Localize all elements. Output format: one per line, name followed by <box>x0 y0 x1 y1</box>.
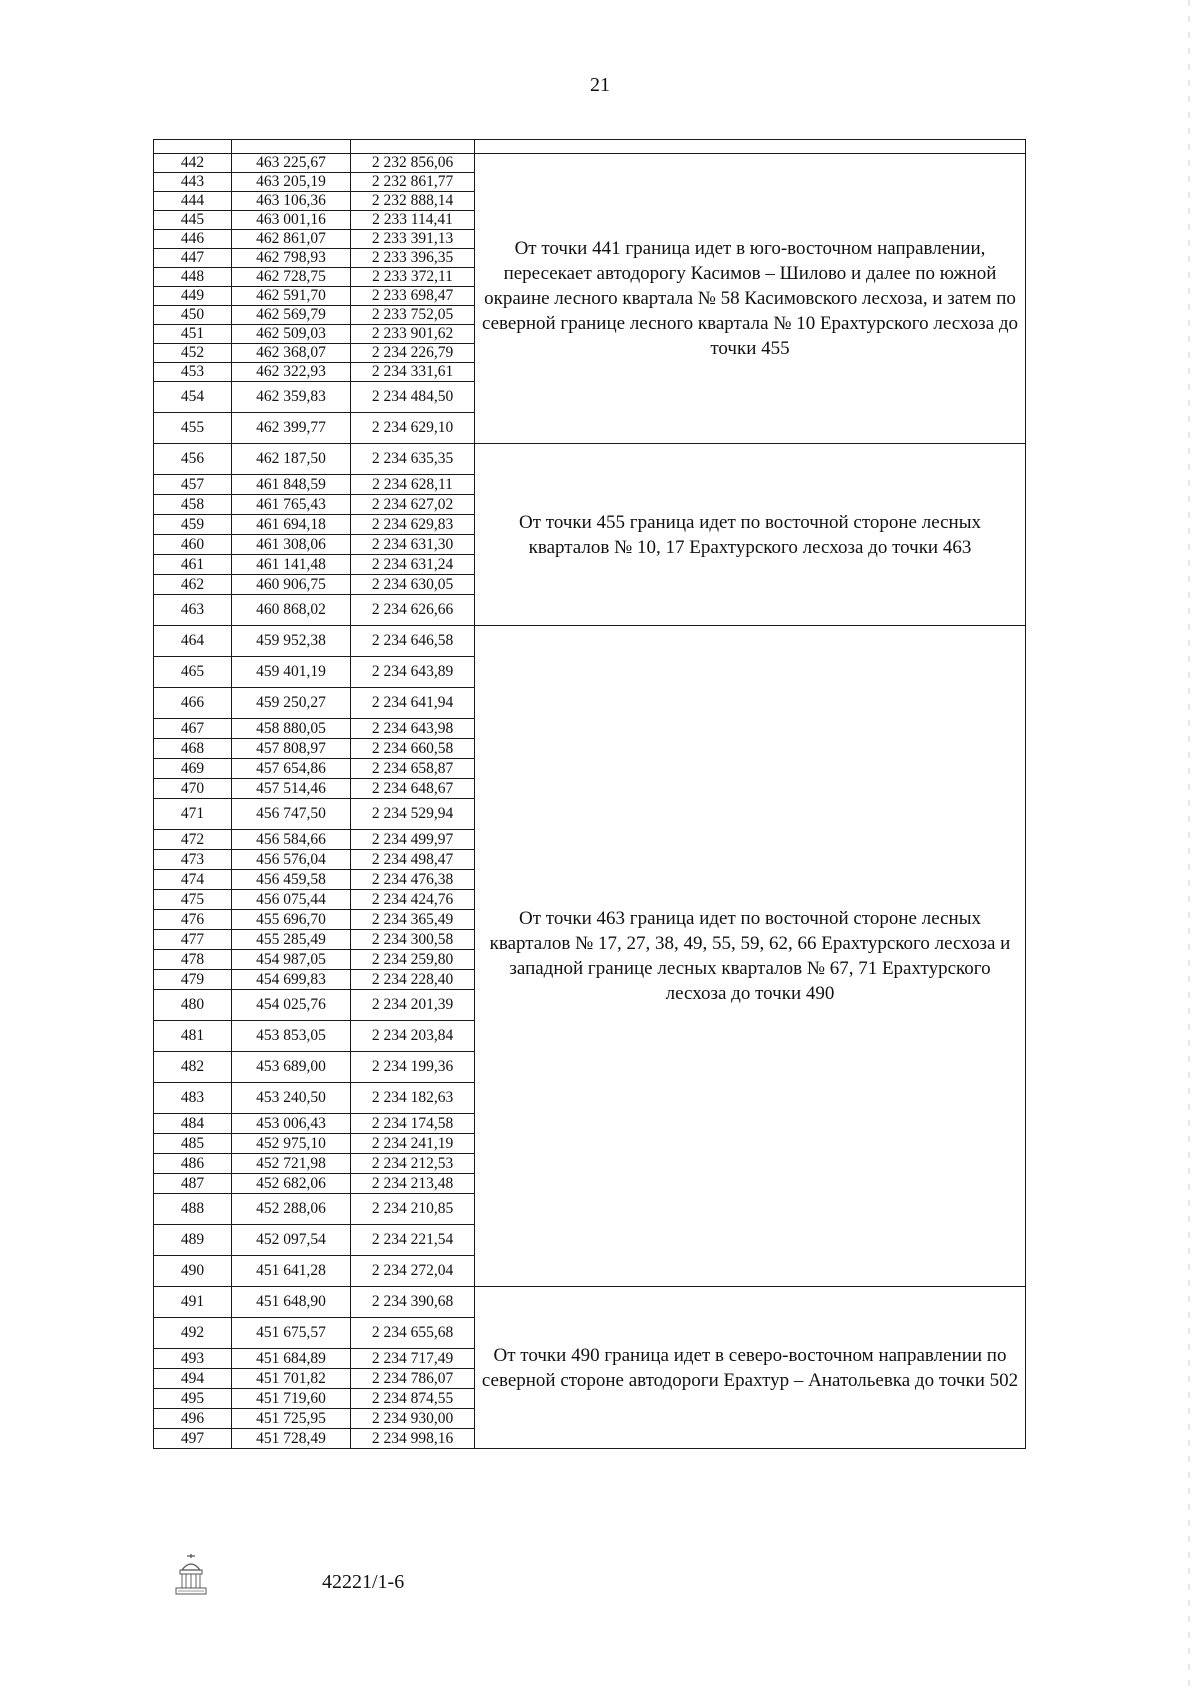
x-coordinate-cell: 462 798,93 <box>232 249 351 268</box>
x-coordinate-cell: 462 368,07 <box>232 344 351 363</box>
y-coordinate-cell: 2 234 648,67 <box>351 779 475 799</box>
y-coordinate-cell: 2 234 212,53 <box>351 1154 475 1174</box>
y-coordinate-cell: 2 234 498,47 <box>351 850 475 870</box>
x-coordinate-cell: 462 359,83 <box>232 382 351 413</box>
y-coordinate-cell: 2 234 300,58 <box>351 930 475 950</box>
y-coordinate-cell: 2 234 241,19 <box>351 1134 475 1154</box>
y-coordinate-cell: 2 233 372,11 <box>351 268 475 287</box>
x-coordinate-cell: 462 569,79 <box>232 306 351 325</box>
y-coordinate-cell: 2 234 874,55 <box>351 1389 475 1409</box>
y-coordinate-cell: 2 233 391,13 <box>351 230 475 249</box>
x-coordinate-cell: 456 576,04 <box>232 850 351 870</box>
coordinate-row <box>154 1287 1026 1318</box>
point-number-cell: 472 <box>154 830 232 850</box>
point-number-cell: 477 <box>154 930 232 950</box>
x-coordinate-cell: 451 684,89 <box>232 1349 351 1369</box>
x-coordinate-cell: 452 288,06 <box>232 1194 351 1225</box>
point-number-cell: 474 <box>154 870 232 890</box>
y-coordinate-cell: 2 234 717,49 <box>351 1349 475 1369</box>
point-number-cell: 487 <box>154 1174 232 1194</box>
point-number-cell: 486 <box>154 1154 232 1174</box>
point-number-cell: 492 <box>154 1318 232 1349</box>
y-coordinate-cell: 2 234 629,10 <box>351 413 475 444</box>
x-coordinate-cell: 451 648,90 <box>232 1287 351 1318</box>
x-coordinate-cell: 461 694,18 <box>232 515 351 535</box>
y-coordinate-cell: 2 234 221,54 <box>351 1225 475 1256</box>
x-coordinate-cell: 460 868,02 <box>232 595 351 626</box>
point-number-cell: 482 <box>154 1052 232 1083</box>
x-coordinate-cell: 456 584,66 <box>232 830 351 850</box>
x-coordinate-cell: 451 719,60 <box>232 1389 351 1409</box>
x-coordinate-cell: 463 001,16 <box>232 211 351 230</box>
x-coordinate-cell: 451 728,49 <box>232 1429 351 1449</box>
point-number-cell: 465 <box>154 657 232 688</box>
point-number-cell: 483 <box>154 1083 232 1114</box>
point-number-cell: 453 <box>154 363 232 382</box>
point-number-cell: 478 <box>154 950 232 970</box>
boundary-description-cell: От точки 455 граница идет по восточной стороне лесных кварталов № 10, 17 Ерахтурского лесхоза до точки 463 <box>475 444 1026 626</box>
x-coordinate-cell: 451 701,82 <box>232 1369 351 1389</box>
x-coordinate-cell: 457 654,86 <box>232 759 351 779</box>
point-number-cell: 463 <box>154 595 232 626</box>
x-coordinate-cell: 453 853,05 <box>232 1021 351 1052</box>
point-number-cell: 452 <box>154 344 232 363</box>
coordinate-row <box>154 154 1026 173</box>
point-number-cell: 470 <box>154 779 232 799</box>
point-number-cell: 489 <box>154 1225 232 1256</box>
point-number-cell: 493 <box>154 1349 232 1369</box>
y-coordinate-cell: 2 234 424,76 <box>351 890 475 910</box>
point-number-cell: 451 <box>154 325 232 344</box>
x-coordinate-cell: 462 322,93 <box>232 363 351 382</box>
x-coordinate-cell: 457 514,46 <box>232 779 351 799</box>
y-coordinate-cell: 2 234 628,11 <box>351 475 475 495</box>
x-coordinate-cell: 451 725,95 <box>232 1409 351 1429</box>
point-number-cell: 485 <box>154 1134 232 1154</box>
point-number-cell: 448 <box>154 268 232 287</box>
point-number-cell: 468 <box>154 739 232 759</box>
point-number-cell: 447 <box>154 249 232 268</box>
x-coordinate-cell: 461 141,48 <box>232 555 351 575</box>
y-coordinate-cell: 2 234 629,83 <box>351 515 475 535</box>
point-number-cell: 469 <box>154 759 232 779</box>
y-coordinate-cell: 2 234 201,39 <box>351 990 475 1021</box>
x-coordinate-cell: 460 906,75 <box>232 575 351 595</box>
y-coordinate-cell: 2 234 213,48 <box>351 1174 475 1194</box>
point-number-cell: 454 <box>154 382 232 413</box>
point-number-cell: 442 <box>154 154 232 173</box>
point-number-cell: 443 <box>154 173 232 192</box>
point-number-cell: 462 <box>154 575 232 595</box>
point-number-cell: 456 <box>154 444 232 475</box>
point-number-cell: 497 <box>154 1429 232 1449</box>
y-coordinate-cell: 2 234 631,24 <box>351 555 475 575</box>
y-coordinate-cell: 2 233 698,47 <box>351 287 475 306</box>
y-coordinate-cell: 2 234 658,87 <box>351 759 475 779</box>
y-coordinate-cell: 2 234 635,35 <box>351 444 475 475</box>
point-number-cell: 455 <box>154 413 232 444</box>
y-coordinate-cell: 2 234 660,58 <box>351 739 475 759</box>
point-number-cell: 446 <box>154 230 232 249</box>
point-number-cell: 488 <box>154 1194 232 1225</box>
y-coordinate-cell: 2 234 203,84 <box>351 1021 475 1052</box>
x-coordinate-cell: 461 848,59 <box>232 475 351 495</box>
x-coordinate-cell: 459 401,19 <box>232 657 351 688</box>
y-coordinate-cell: 2 234 655,68 <box>351 1318 475 1349</box>
coordinate-row <box>154 444 1026 475</box>
y-coordinate-cell: 2 232 888,14 <box>351 192 475 211</box>
y-coordinate-cell: 2 234 259,80 <box>351 950 475 970</box>
y-coordinate-cell: 2 234 631,30 <box>351 535 475 555</box>
x-coordinate-cell: 462 728,75 <box>232 268 351 287</box>
y-coordinate-cell: 2 234 627,02 <box>351 495 475 515</box>
y-coordinate-cell: 2 233 901,62 <box>351 325 475 344</box>
y-coordinate-cell: 2 232 856,06 <box>351 154 475 173</box>
x-coordinate-cell: 461 765,43 <box>232 495 351 515</box>
point-number-cell: 466 <box>154 688 232 719</box>
point-number-cell: 457 <box>154 475 232 495</box>
x-coordinate-cell: 454 025,76 <box>232 990 351 1021</box>
x-coordinate-cell: 459 250,27 <box>232 688 351 719</box>
y-coordinate-cell: 2 234 365,49 <box>351 910 475 930</box>
point-number-cell: 484 <box>154 1114 232 1134</box>
point-number-cell: 461 <box>154 555 232 575</box>
point-number-cell: 479 <box>154 970 232 990</box>
y-coordinate-cell: 2 234 226,79 <box>351 344 475 363</box>
point-number-cell: 471 <box>154 799 232 830</box>
x-coordinate-cell: 457 808,97 <box>232 739 351 759</box>
x-coordinate-cell: 463 106,36 <box>232 192 351 211</box>
point-number-cell: 450 <box>154 306 232 325</box>
point-number-cell: 491 <box>154 1287 232 1318</box>
x-coordinate-cell: 453 006,43 <box>232 1114 351 1134</box>
emblem-stamp-icon <box>170 1548 212 1600</box>
y-coordinate-cell: 2 234 499,97 <box>351 830 475 850</box>
x-coordinate-cell: 452 721,98 <box>232 1154 351 1174</box>
x-coordinate-cell: 463 205,19 <box>232 173 351 192</box>
y-coordinate-cell: 2 234 786,07 <box>351 1369 475 1389</box>
coordinate-row <box>154 626 1026 657</box>
x-coordinate-cell: 453 240,50 <box>232 1083 351 1114</box>
x-coordinate-cell: 456 075,44 <box>232 890 351 910</box>
point-number-cell: 480 <box>154 990 232 1021</box>
page-number: 21 <box>590 74 610 96</box>
point-number-cell: 496 <box>154 1409 232 1429</box>
x-coordinate-cell: 451 641,28 <box>232 1256 351 1287</box>
x-coordinate-cell: 462 861,07 <box>232 230 351 249</box>
x-coordinate-cell: 462 187,50 <box>232 444 351 475</box>
y-coordinate-cell: 2 234 643,89 <box>351 657 475 688</box>
y-coordinate-cell: 2 234 272,04 <box>351 1256 475 1287</box>
point-number-cell: 464 <box>154 626 232 657</box>
x-coordinate-cell: 463 225,67 <box>232 154 351 173</box>
y-coordinate-cell: 2 234 646,58 <box>351 626 475 657</box>
x-coordinate-cell: 455 285,49 <box>232 930 351 950</box>
y-coordinate-cell: 2 234 210,85 <box>351 1194 475 1225</box>
x-coordinate-cell: 459 952,38 <box>232 626 351 657</box>
point-number-cell: 460 <box>154 535 232 555</box>
y-coordinate-cell: 2 234 630,05 <box>351 575 475 595</box>
x-coordinate-cell: 456 459,58 <box>232 870 351 890</box>
y-coordinate-cell: 2 234 643,98 <box>351 719 475 739</box>
boundary-coordinates-table <box>153 139 1026 1449</box>
point-number-cell: 458 <box>154 495 232 515</box>
point-number-cell: 467 <box>154 719 232 739</box>
y-coordinate-cell: 2 234 998,16 <box>351 1429 475 1449</box>
point-number-cell: 459 <box>154 515 232 535</box>
point-number-cell: 495 <box>154 1389 232 1409</box>
y-coordinate-cell: 2 234 641,94 <box>351 688 475 719</box>
x-coordinate-cell: 461 308,06 <box>232 535 351 555</box>
y-coordinate-cell: 2 232 861,77 <box>351 173 475 192</box>
y-coordinate-cell: 2 234 930,00 <box>351 1409 475 1429</box>
x-coordinate-cell: 451 675,57 <box>232 1318 351 1349</box>
y-coordinate-cell: 2 234 199,36 <box>351 1052 475 1083</box>
y-coordinate-cell: 2 234 331,61 <box>351 363 475 382</box>
header-spacer-row <box>154 140 1026 154</box>
y-coordinate-cell: 2 234 529,94 <box>351 799 475 830</box>
point-number-cell: 490 <box>154 1256 232 1287</box>
x-coordinate-cell: 452 682,06 <box>232 1174 351 1194</box>
y-coordinate-cell: 2 233 396,35 <box>351 249 475 268</box>
x-coordinate-cell: 462 591,70 <box>232 287 351 306</box>
boundary-description-cell: От точки 463 граница идет по восточной стороне лесных кварталов № 17, 27, 38, 49, 55, 59, 62, 66 Ерахтурского лесхоза и западной границе лесных кварталов № 67, 71 Ерахтурского лесхоза до точки 490 <box>475 626 1026 1287</box>
y-coordinate-cell: 2 233 752,05 <box>351 306 475 325</box>
point-number-cell: 473 <box>154 850 232 870</box>
x-coordinate-cell: 462 509,03 <box>232 325 351 344</box>
y-coordinate-cell: 2 234 484,50 <box>351 382 475 413</box>
x-coordinate-cell: 462 399,77 <box>232 413 351 444</box>
scan-edge-mark <box>1188 0 1190 1695</box>
x-coordinate-cell: 456 747,50 <box>232 799 351 830</box>
x-coordinate-cell: 452 975,10 <box>232 1134 351 1154</box>
boundary-description-cell: От точки 441 граница идет в юго-восточном направлении, пересекает автодорогу Касимов – Шилово и далее по южной окраине лесного квартала № 58 Касимовского лесхоза, и затем по северной границе лесного квартала № 10 Ерахтурского лесхоза до точки 455 <box>475 154 1026 444</box>
coordinates-table-body <box>154 140 1026 1449</box>
y-coordinate-cell: 2 234 476,38 <box>351 870 475 890</box>
point-number-cell: 481 <box>154 1021 232 1052</box>
y-coordinate-cell: 2 234 626,66 <box>351 595 475 626</box>
x-coordinate-cell: 454 987,05 <box>232 950 351 970</box>
document-code: 42221/1-6 <box>322 1571 405 1593</box>
point-number-cell: 449 <box>154 287 232 306</box>
boundary-description-cell: От точки 490 граница идет в северо-восточном направлении по северной стороне автодороги Ерахтур – Анатольевка до точки 502 <box>475 1287 1026 1449</box>
point-number-cell: 444 <box>154 192 232 211</box>
y-coordinate-cell: 2 234 228,40 <box>351 970 475 990</box>
point-number-cell: 476 <box>154 910 232 930</box>
y-coordinate-cell: 2 234 390,68 <box>351 1287 475 1318</box>
point-number-cell: 445 <box>154 211 232 230</box>
point-number-cell: 494 <box>154 1369 232 1389</box>
y-coordinate-cell: 2 233 114,41 <box>351 211 475 230</box>
y-coordinate-cell: 2 234 182,63 <box>351 1083 475 1114</box>
x-coordinate-cell: 454 699,83 <box>232 970 351 990</box>
x-coordinate-cell: 452 097,54 <box>232 1225 351 1256</box>
point-number-cell: 475 <box>154 890 232 910</box>
x-coordinate-cell: 455 696,70 <box>232 910 351 930</box>
x-coordinate-cell: 453 689,00 <box>232 1052 351 1083</box>
y-coordinate-cell: 2 234 174,58 <box>351 1114 475 1134</box>
x-coordinate-cell: 458 880,05 <box>232 719 351 739</box>
